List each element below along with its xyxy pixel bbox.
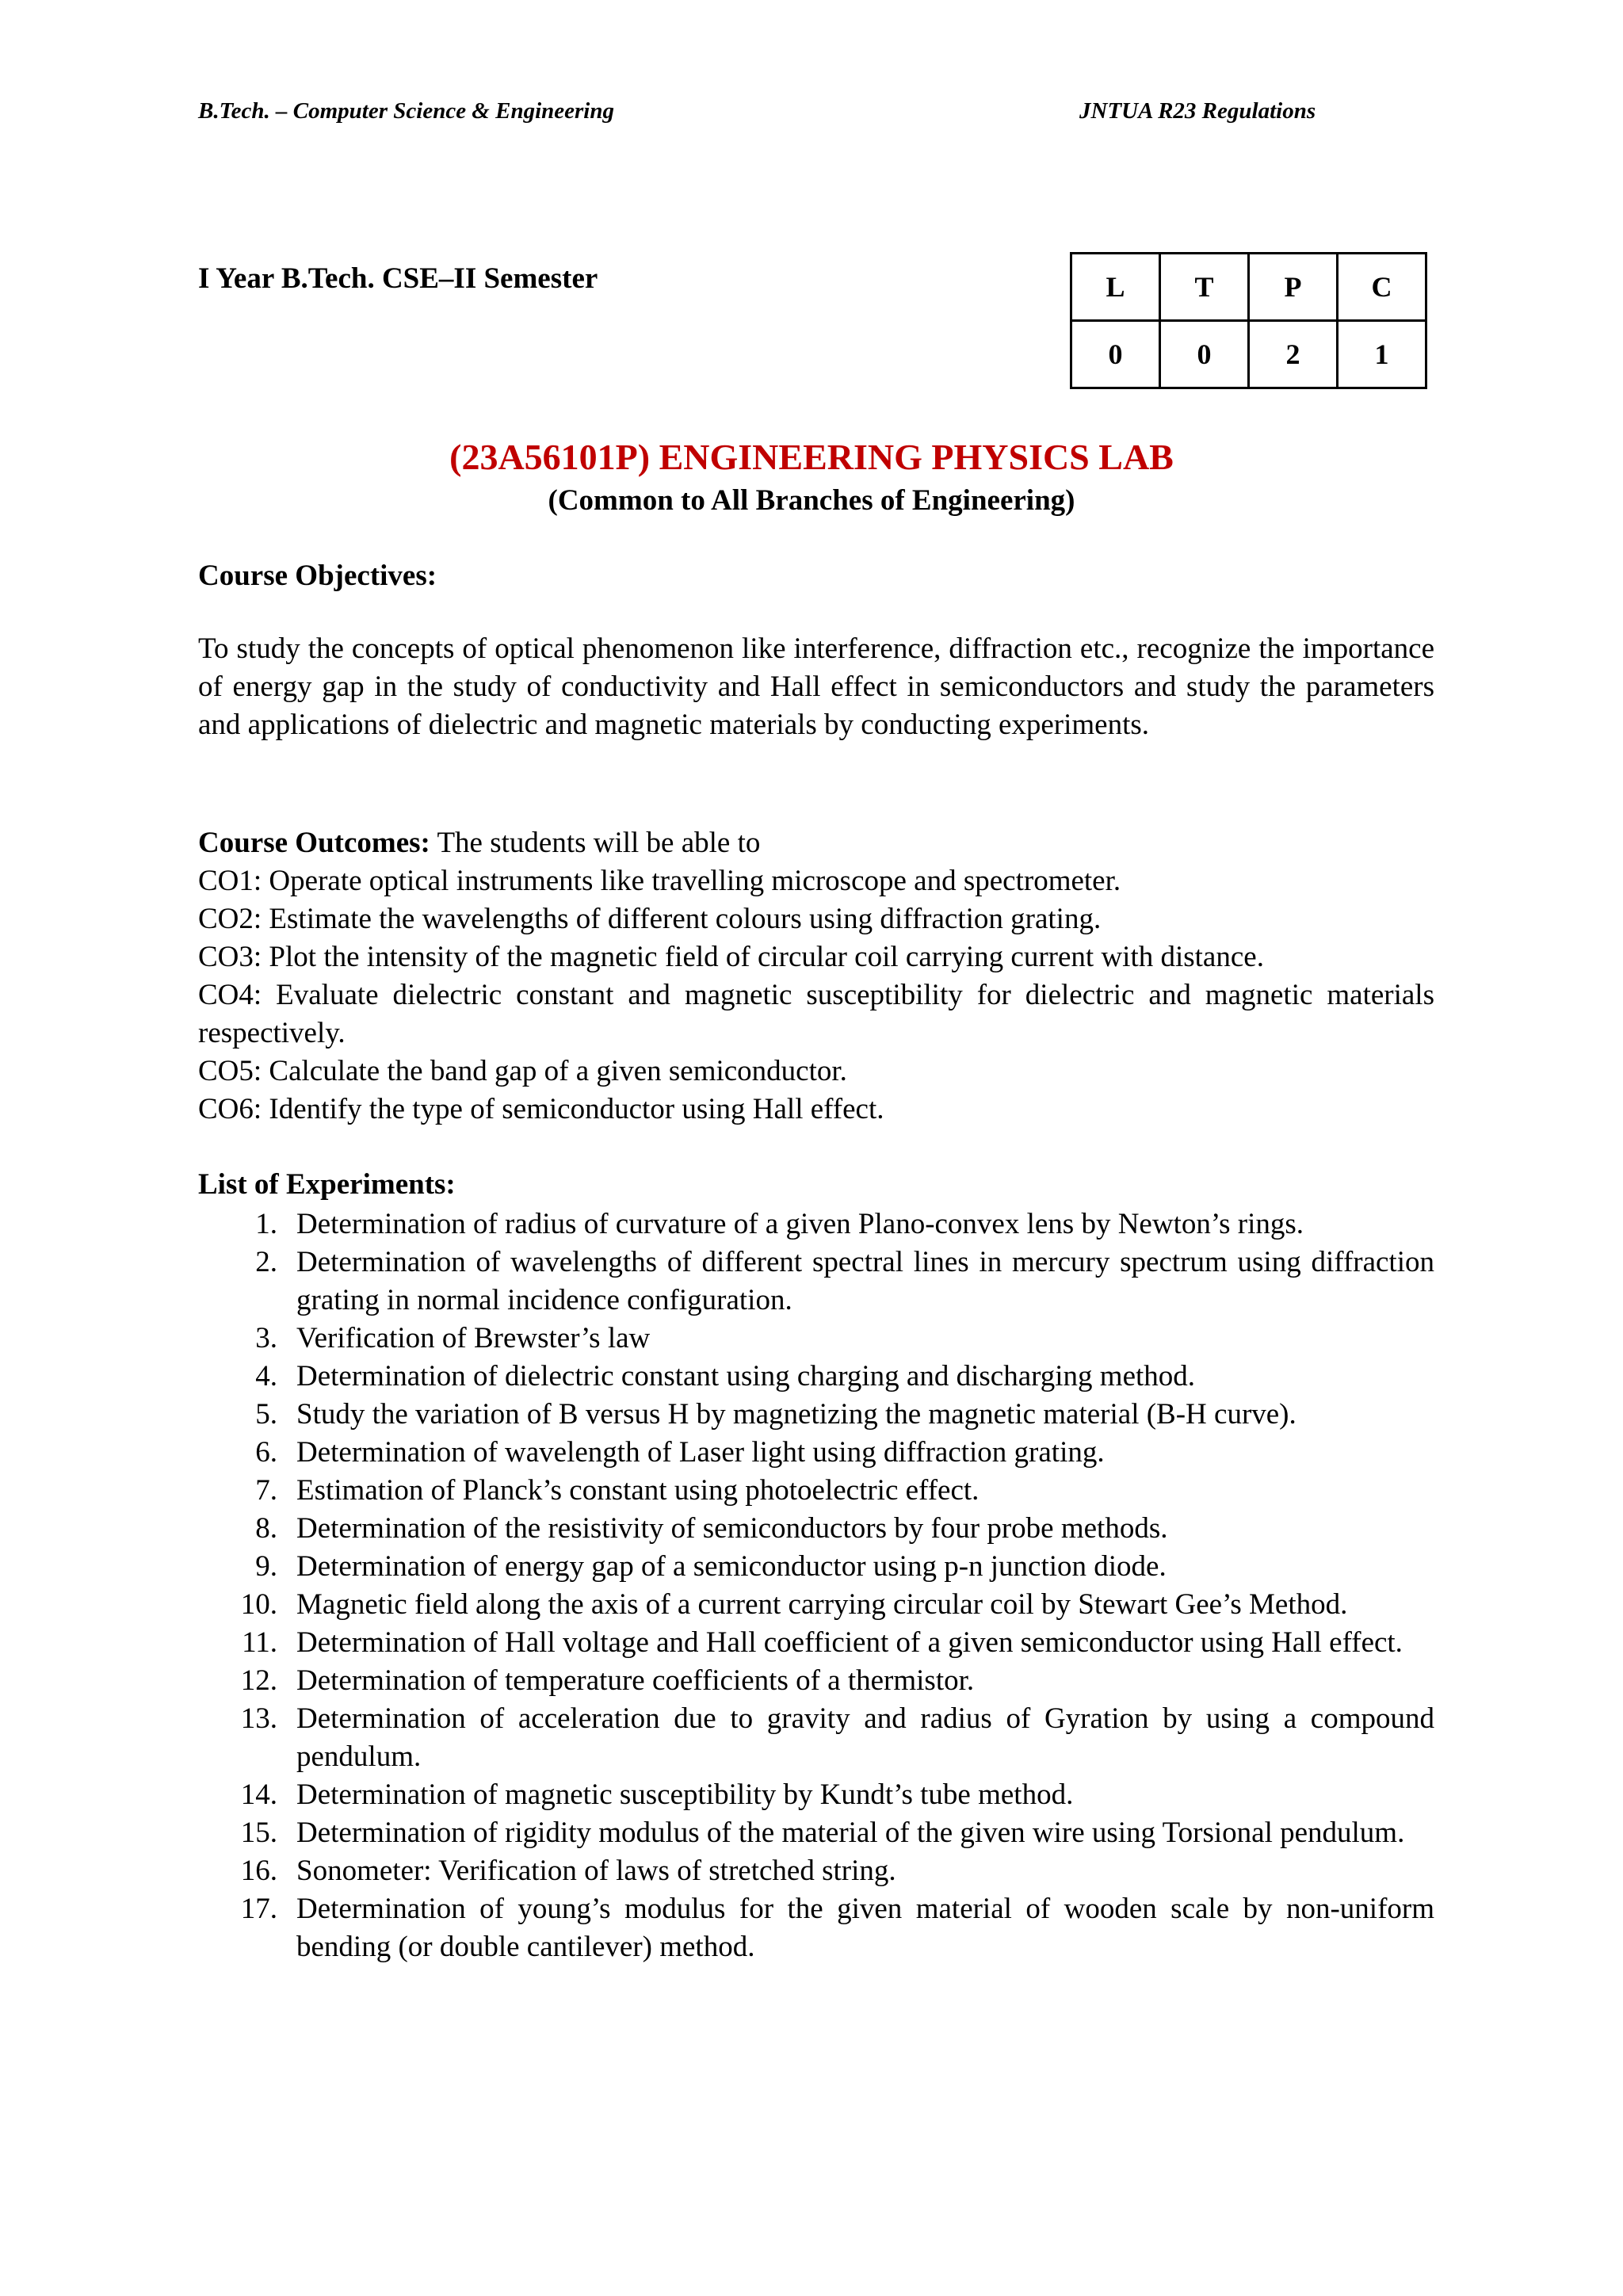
credits-table: [1070, 252, 1427, 389]
experiment-number: 7.: [255, 1474, 277, 1507]
experiment-text: Determination of energy gap of a semiconductor using p-n junction diode.: [296, 1550, 1167, 1583]
experiment-item: [198, 1890, 1434, 1966]
experiment-text: Determination of young’s modulus for the given material of wooden scale by non-uniform bending (or double cantilever) method.: [296, 1893, 1434, 1963]
experiment-text: Sonometer: Verification of laws of stretched string.: [296, 1855, 896, 1887]
outcomes-intro: The students will be able to: [430, 827, 761, 859]
outcome-item: CO6: Identify the type of semiconductor using Hall effect.: [198, 1093, 884, 1125]
experiment-item: [198, 1320, 1434, 1358]
experiment-text: Determination of Hall voltage and Hall coefficient of a given semiconductor using Hall effect.: [296, 1626, 1403, 1659]
experiment-number: 14.: [240, 1778, 277, 1811]
credits-value-t: 0: [1160, 321, 1249, 388]
experiment-text: Determination of wavelength of Laser light using diffraction grating.: [296, 1436, 1105, 1469]
experiment-text: Determination of radius of curvature of a given Plano-convex lens by Newton’s rings.: [296, 1208, 1304, 1240]
outcome-item: CO3: Plot the intensity of the magnetic field of circular coil carrying current with distance.: [198, 941, 1264, 973]
experiment-item: [198, 1205, 1434, 1244]
experiment-number: 3.: [255, 1322, 277, 1354]
experiment-text: Determination of wavelengths of different spectral lines in mercury spectrum using diffraction grating in normal incidence configuration.: [296, 1246, 1434, 1316]
experiment-item: [198, 1434, 1434, 1472]
credits-header-c: C: [1338, 254, 1426, 321]
experiment-item: [198, 1396, 1434, 1434]
credits-value-c: 1: [1338, 321, 1426, 388]
credits-header-row: [1071, 254, 1426, 321]
header-program: B.Tech. – Computer Science & Engineering: [198, 98, 614, 124]
outcome-item: CO4: Evaluate dielectric constant and magnetic susceptibility for dielectric and magnetic materials respectively.: [198, 979, 1434, 1049]
experiment-number: 6.: [255, 1436, 277, 1469]
course-subtitle: (Common to All Branches of Engineering): [548, 484, 1075, 517]
experiment-item: [198, 1624, 1434, 1662]
objectives-text: To study the concepts of optical phenomenon like interference, diffraction etc., recognize the importance of energy gap in the study of conductivity and Hall effect in semiconductors and study the parameters and applications of dielectric and magnetic materials by conducting experiments.: [198, 632, 1434, 741]
experiment-text: Determination of temperature coefficients of a thermistor.: [296, 1664, 975, 1697]
experiment-number: 15.: [240, 1817, 277, 1849]
experiment-item: [198, 1586, 1434, 1624]
experiment-item: [198, 1510, 1434, 1548]
experiment-text: Estimation of Planck’s constant using photoelectric effect.: [296, 1474, 980, 1507]
credits-header-p: P: [1249, 254, 1338, 321]
credits-value-p: 2: [1249, 321, 1338, 388]
experiment-number: 11.: [242, 1626, 277, 1659]
experiment-number: 10.: [240, 1588, 277, 1621]
experiments-heading: List of Experiments:: [198, 1168, 456, 1201]
course-title: (23A56101P) ENGINEERING PHYSICS LAB: [449, 437, 1174, 477]
credits-header-t: T: [1160, 254, 1249, 321]
credits-value-row: [1071, 321, 1426, 388]
experiment-item: [198, 1244, 1434, 1320]
outcomes-heading: Course Outcomes:: [198, 827, 430, 859]
experiment-number: 1.: [255, 1208, 277, 1240]
credits-header-l: L: [1071, 254, 1160, 321]
experiment-text: Magnetic field along the axis of a current carrying circular coil by Stewart Gee’s Method.: [296, 1588, 1348, 1621]
experiment-item: [198, 1814, 1434, 1852]
outcome-item: CO2: Estimate the wavelengths of different colours using diffraction grating.: [198, 903, 1102, 935]
experiment-number: 9.: [255, 1550, 277, 1583]
objectives-heading: Course Objectives:: [198, 560, 437, 592]
experiment-number: 17.: [240, 1893, 277, 1925]
outcomes-section: [198, 824, 1434, 1129]
outcomes-intro-line: [198, 824, 1434, 862]
experiment-number: 8.: [255, 1512, 277, 1545]
experiments-list: [198, 1205, 1434, 1966]
experiment-text: Determination of magnetic susceptibility by Kundt’s tube method.: [296, 1778, 1074, 1811]
experiment-number: 13.: [240, 1702, 277, 1735]
header-regulations: JNTUA R23 Regulations: [1079, 98, 1316, 124]
experiment-text: Verification of Brewster’s law: [296, 1322, 651, 1354]
experiment-text: Determination of dielectric constant using charging and discharging method.: [296, 1360, 1196, 1392]
experiment-item: [198, 1662, 1434, 1700]
experiment-number: 5.: [255, 1398, 277, 1431]
credits-value-l: 0: [1071, 321, 1160, 388]
experiment-item: [198, 1700, 1434, 1776]
experiment-item: [198, 1776, 1434, 1814]
experiment-text: Determination of the resistivity of semiconductors by four probe methods.: [296, 1512, 1168, 1545]
experiment-item: [198, 1358, 1434, 1396]
experiment-text: Study the variation of B versus H by magnetizing the magnetic material (B-H curve).: [296, 1398, 1296, 1431]
outcome-item: CO1: Operate optical instruments like travelling microscope and spectrometer.: [198, 865, 1121, 897]
experiment-item: [198, 1548, 1434, 1586]
experiment-number: 4.: [255, 1360, 277, 1392]
running-header: [198, 98, 1387, 130]
experiment-text: Determination of acceleration due to gravity and radius of Gyration by using a compound pendulum.: [296, 1702, 1434, 1773]
experiment-number: 2.: [255, 1246, 277, 1278]
experiment-number: 16.: [240, 1855, 277, 1887]
experiment-number: 12.: [240, 1664, 277, 1697]
experiment-text: Determination of rigidity modulus of the material of the given wire using Torsional pendulum.: [296, 1817, 1405, 1849]
experiment-item: [198, 1852, 1434, 1890]
experiment-item: [198, 1472, 1434, 1510]
outcome-item: CO5: Calculate the band gap of a given semiconductor.: [198, 1055, 847, 1087]
semester-label: I Year B.Tech. CSE–II Semester: [198, 262, 598, 295]
